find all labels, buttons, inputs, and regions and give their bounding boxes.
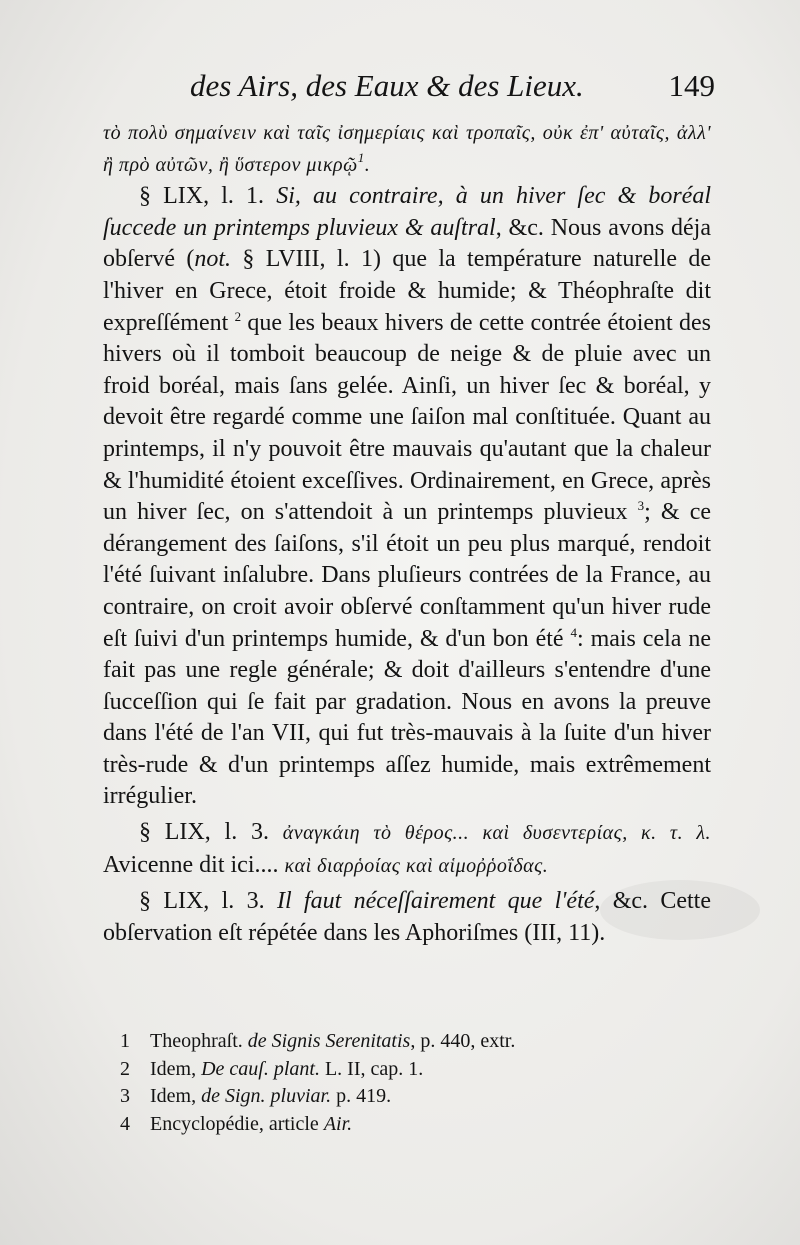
section-ref-2: § LIX, l. 3.	[139, 819, 283, 846]
greek-quote-2: ἀναγκάιη τὸ θέρος... καὶ δυσεντερίας, κ. τ. λ.	[282, 822, 712, 845]
commentary-paragraph-1: § LIX, l. 1. Si, au contraire, à un hiver ſec & boréal ſuccede un printemps pluvieux & auſtral, &c. Nous avons déja obſervé (not. § LVIII, l. 1) que la température naturelle de l'hiver en Grece, étoit froide & humide; & Théophraſte dit expreſſément $^2$ que les beaux hivers de cette contrée étoient des hivers où il tomboit beaucoup de neige & de pluie avec un froid boréal, mais ſans gelée. Ainſi, un hiver ſec & boréal, y devoit être regardé comme une ſaiſon mal conſtituée. Quant au printemps, il n'y pouvoit être mauvais qu'autant que la chaleur & l'humidité étoient exceſſives. Ordinairement, en Grece, après un hiver ſec, on s'attendoit à un printemps pluvieux $^3$; & ce dérangement des ſaiſons, s'il étoit un peu plus marqué, rendoit l'été ſuivant inſalubre. Dans pluſieurs contrées de la France, au contraire, on croit avoir obſervé conſtamment qu'un hiver rude eſt ſuivi d'un printemps humide, & d'un bon été $^4$: mais cela ne fait pas une regle générale; & doit d'ailleurs s'entendre d'une ſucceſſion qui ſe fait par gradation. Nous en avons la preuve dans l'été de l'an VII, qui fut très-mauvais à la ſuite d'un hiver très-rude & d'un printemps aſſez humide, mais extrêmement irrégulier.	[103, 183, 712, 810]
greek-line-2: ἐπ' αὐταῖς, ἀλλ' ἢ πρὸ αὐτῶν, ἢ ὕστερον μικρῷ	[103, 122, 712, 176]
section-ref-3: § LIX, l. 3.	[139, 888, 277, 915]
greek-quote-3: καὶ διαρῥοίας καὶ αἱμοῤῥοΐδας.	[284, 854, 549, 877]
footnote-ref-3: 3	[637, 498, 645, 514]
footnote: 2 Idem, De cauſ. plant. L. II, cap. 1.	[120, 1057, 424, 1080]
quoted-text-3: Il faut néceſſairement que l'été	[276, 888, 595, 915]
footnote-ref-1: 1	[357, 149, 365, 165]
quoted-text-1: Si, au contraire, à un hiver ſec & boréal ſuccede un printemps pluvieux & auſtral	[103, 183, 711, 241]
footnote-ref-2: 2	[234, 308, 242, 324]
greek-quotation: τὸ πολὺ σημαίνειν καὶ ταῖς ἰσημερίαις καὶ τροπαῖς, οὐκ ἐπ' αὐταῖς, ἀλλ' ἢ πρὸ αὐτῶν, ἢ ὕστερον μικρῷ$^1$.	[103, 122, 712, 176]
commentary-paragraph-3: § LIX, l. 3. Il faut néceſſairement que l'été, &c. Cette obſervation eſt répétée dans les Aphoriſmes (III, 11).	[103, 888, 712, 946]
running-header	[190, 66, 715, 106]
running-title: des Airs, des Eaux & des Lieux.	[190, 68, 584, 103]
footnote: 1 Theophraſt. de Signis Serenitatis, p. 440, extr.	[120, 1030, 516, 1052]
page-number: 149	[668, 68, 715, 103]
footnote: 3 Idem, de Sign. pluviar. p. 419.	[120, 1085, 392, 1107]
commentary-paragraph-2: § LIX, l. 3. ἀναγκάιη τὸ θέρος... καὶ δυσεντερίας, κ. τ. λ. Avicenne dit ici.... καὶ διαρῥοίας καὶ αἱμοῤῥοΐδας.	[103, 819, 712, 878]
footnotes	[120, 1028, 680, 1138]
main-text	[103, 118, 711, 949]
section-ref-1: § LIX, l. 1.	[139, 183, 277, 210]
footnote: 4 Encyclopédie, article Air.	[120, 1112, 353, 1135]
greek-line-1: τὸ πολὺ σημαίνειν καὶ ταῖς ἰσημερίαις καὶ τροπαῖς, οὐκ	[103, 122, 574, 144]
footnote-ref-4: 4	[570, 624, 577, 640]
